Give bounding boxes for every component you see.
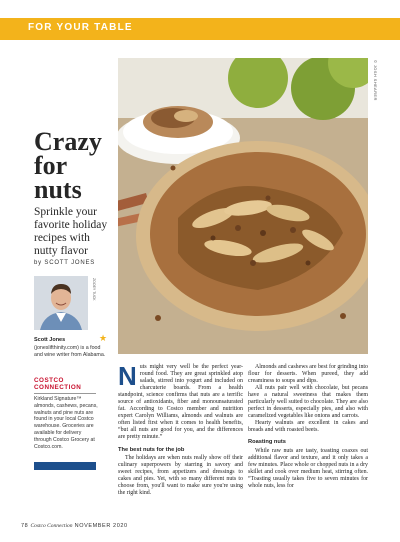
author-bio: (joneslifthinity.com) is a food and wine writer from Alabama. xyxy=(34,345,106,358)
galette-illustration xyxy=(118,58,368,354)
section-subhead: The best nuts for the job xyxy=(118,446,185,453)
author-photo-credit: ZOOEY TUCK xyxy=(92,278,96,301)
section-subhead: Roasting nuts xyxy=(248,439,286,446)
author-portrait-illustration xyxy=(34,276,88,330)
costco-connection-text: Kirkland Signature™ almonds, cashews, pecans, walnuts and pine nuts are found in your local Costco warehouse. Groceries are available for delivery through Costco Grocery at Costco.com. xyxy=(34,396,98,450)
photo-credit: © JOSH SHEARER xyxy=(373,60,378,101)
page-footer xyxy=(21,523,128,529)
costco-connection-heading: COSTCO CONNECTION xyxy=(34,377,82,392)
article-column-2 xyxy=(248,364,368,490)
drop-cap: N xyxy=(118,361,137,391)
article-column-1 xyxy=(118,361,243,497)
headline-line: for xyxy=(34,151,68,180)
body-paragraph: All nuts pair well with chocolate, but pecans have a natural sweetness that makes them particularly well suited to chocolate. They are also perfect in desserts, especially pies, and also with caramelized vegetables like onions and carrots. xyxy=(248,385,368,420)
page-number: 78 xyxy=(21,523,29,529)
divider xyxy=(34,393,96,394)
body-paragraph: While raw nuts are tasty, toasting coaxes out additional flavor and texture, and it only takes a few minutes. Place whole or chopped nuts in a dry skillet and cook over medium heat, stirring often. “Toasting usually takes five to seven minutes for whole nuts, less for xyxy=(248,447,368,489)
body-paragraph: The holidays are when nuts really show off their culinary superpowers by starring in savory and sweet recipes, from appetizers and dressings to cakes and pies. Yet, with so many different nuts to choose from, you'll want to make sure you're using the right kind. xyxy=(118,454,243,496)
body-paragraph: Almonds and cashews are best for grinding into flour for desserts. When pureed, they add creaminess to soups and dips. xyxy=(248,364,368,385)
body-paragraph: Nuts might very well be the perfect year-round food. They are great sprinkled atop salads, stirred into yogurt and included on charcuterie boards. From a health standpoint, science confirms that nuts are a terrific source of antioxidants, fiber and monounsaturated fat. According to Costco member and nutrition expert Carolyn Williams, almonds and walnuts are often listed first when it comes to health benefits, “but all nuts are good for you, and the differences are pretty minute.” xyxy=(118,361,243,441)
article-subtitle: Sprinkle your favorite holiday recipes with nutty flavor xyxy=(34,206,108,257)
hero-photo xyxy=(118,58,368,354)
body-paragraph: Hearty walnuts are excellent in cakes and breads and with roasted beets. xyxy=(248,420,368,434)
headline-line: nuts xyxy=(34,175,82,204)
issue-date: NOVEMBER 2020 xyxy=(74,523,128,529)
accent-bar xyxy=(34,462,96,470)
author-name: Scott Jones xyxy=(34,337,66,343)
article-headline xyxy=(34,127,118,204)
author-photo xyxy=(34,276,88,330)
magazine-name: Costco Connection xyxy=(30,523,73,529)
headline-line: Crazy xyxy=(34,127,102,156)
section-label: FOR YOUR TABLE xyxy=(28,22,133,33)
byline: by SCOTT JONES xyxy=(34,260,96,266)
star-icon: ★ xyxy=(99,334,108,344)
